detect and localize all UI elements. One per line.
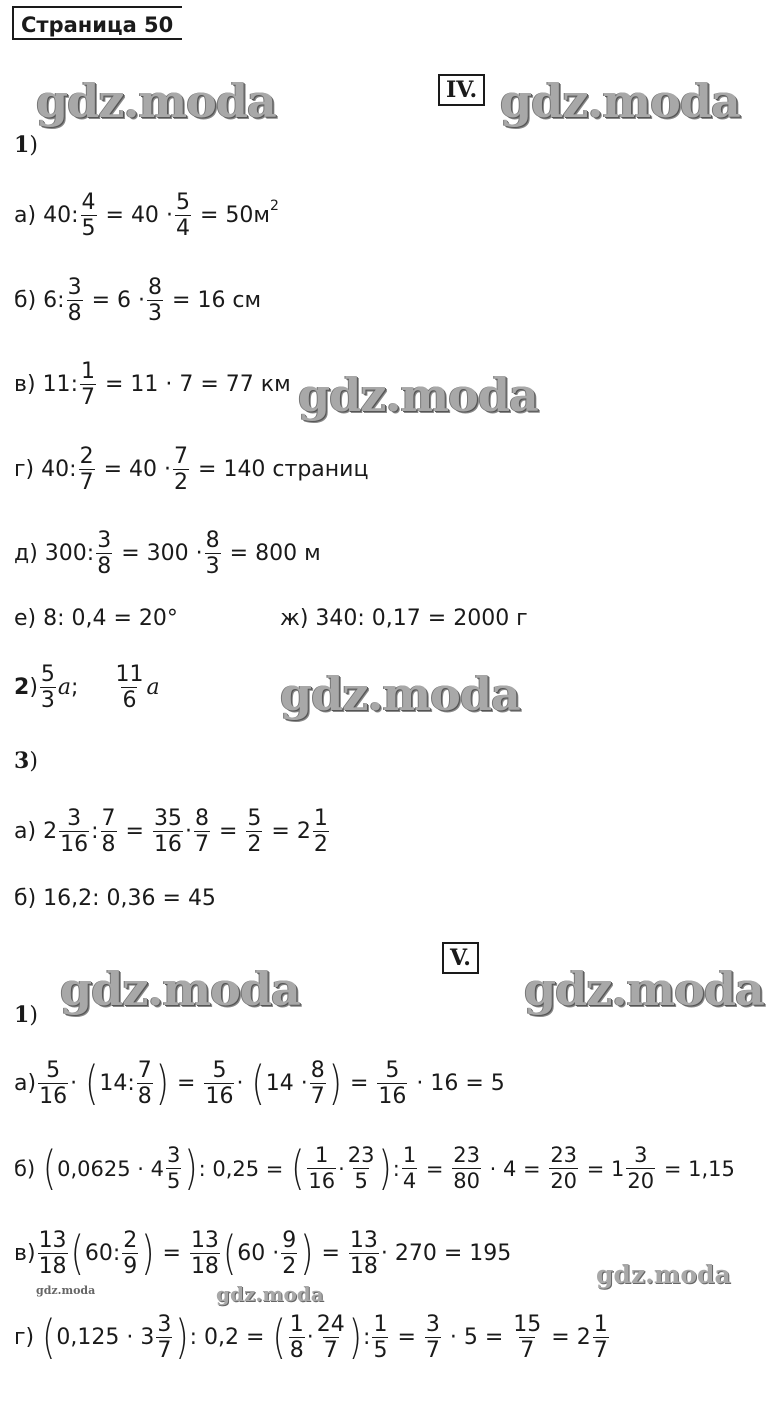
- v-1d-line: [14, 1312, 611, 1363]
- math-token: ·: [164, 457, 172, 482]
- math-token: a: [57, 675, 72, 700]
- fraction: $\frac{8}{3}$: [205, 528, 220, 579]
- fraction: $\frac{7}{8}$: [101, 806, 116, 857]
- iv-3a-line: [14, 806, 331, 857]
- fraction: $\frac{13}{18}$: [190, 1228, 219, 1279]
- math-token: 6: [117, 288, 132, 313]
- task-2-label: [14, 675, 38, 700]
- fraction: $\frac{15}{7}$: [513, 1312, 542, 1363]
- bracket: ): [300, 1226, 314, 1281]
- math-token: 14:: [99, 1071, 135, 1096]
- watermark: gdz.moda: [36, 74, 276, 128]
- fraction: $\frac{5}{16}$: [378, 1058, 407, 1109]
- watermark: gdz.moda: [280, 667, 520, 721]
- math-token: а): [14, 203, 37, 228]
- fraction: $\frac{13}{18}$: [349, 1228, 378, 1279]
- fraction: $\frac{3}{5}$: [166, 1143, 181, 1193]
- fraction: $\frac{3}{7}$: [425, 1312, 440, 1363]
- math-token: =: [271, 819, 290, 844]
- fraction: $\frac{8}{7}$: [310, 1058, 325, 1109]
- fraction: $\frac{3}{20}$: [627, 1143, 655, 1193]
- v-1b-line: [14, 1143, 735, 1194]
- math-token: 2: [14, 675, 30, 700]
- math-token: 60:: [84, 1241, 121, 1266]
- section-v-label: V.: [442, 942, 479, 974]
- math-token: ·: [184, 819, 192, 844]
- math-token: 300: [44, 541, 87, 566]
- math-token: ): [29, 133, 38, 158]
- page-label: Страница 50: [12, 6, 182, 40]
- math-token: 40: [43, 203, 72, 228]
- math-token: 6: [43, 288, 58, 313]
- iv-3b-line: б) 16,2: 0,36 = 45: [14, 886, 216, 911]
- math-token: ·: [195, 541, 203, 566]
- bracket: (: [85, 1056, 99, 1111]
- math-token: 1: [611, 1156, 625, 1181]
- task-1b-label: [14, 1002, 38, 1028]
- fraction: $\frac{5}{4}$: [175, 190, 190, 241]
- fraction: $\frac{35}{16}$: [153, 806, 182, 857]
- watermark: gdz.moda: [596, 1260, 731, 1289]
- fraction: $\frac{5}{3}$: [40, 662, 55, 713]
- fraction: $\frac{24}{7}$: [316, 1312, 345, 1363]
- math-token: 60 ·: [237, 1241, 280, 1266]
- math-token: :: [363, 1325, 371, 1350]
- math-token: :: [57, 288, 65, 313]
- watermark: gdz.moda: [216, 1282, 324, 1306]
- math-token: в): [14, 372, 36, 397]
- math-token: =: [105, 203, 124, 228]
- math-token: =: [125, 819, 144, 844]
- math-token: ): [29, 749, 38, 774]
- iv-1b-line: [14, 275, 261, 326]
- bracket: (: [222, 1226, 237, 1281]
- iv-1c-line: [14, 359, 291, 410]
- math-token: 2: [296, 819, 311, 844]
- watermark: gdz.moda: [500, 74, 740, 128]
- math-token: =: [103, 457, 123, 482]
- bracket: (: [42, 1141, 57, 1196]
- fraction: $\frac{23}{80}$: [453, 1143, 480, 1193]
- fraction: $\frac{8}{7}$: [194, 806, 209, 857]
- math-token: б): [14, 1156, 36, 1181]
- math-token: 40: [129, 457, 158, 482]
- math-token: 40: [130, 203, 159, 228]
- fraction: $\frac{8}{3}$: [148, 275, 163, 326]
- math-token: · 5 =: [449, 1325, 504, 1350]
- math-token: ): [29, 1003, 38, 1028]
- fraction: $\frac{3}{8}$: [67, 275, 82, 326]
- fraction: $\frac{9}{2}$: [282, 1228, 297, 1279]
- fraction: $\frac{23}{20}$: [550, 1143, 578, 1193]
- fraction: $\frac{7}{8}$: [137, 1058, 152, 1109]
- task-1-label: [14, 132, 38, 158]
- fraction: $\frac{4}{5}$: [81, 190, 96, 241]
- math-token: =: [586, 1156, 605, 1181]
- math-token: ): [29, 675, 38, 700]
- bracket: (: [251, 1056, 265, 1111]
- fraction: $\frac{1}{2}$: [313, 806, 328, 857]
- math-token: =: [321, 1241, 340, 1266]
- watermark: gdz.moda: [298, 368, 538, 422]
- math-token: 2: [43, 819, 58, 844]
- fraction: $\frac{7}{2}$: [174, 444, 189, 495]
- math-token: :: [91, 819, 99, 844]
- math-token: 1: [14, 132, 30, 158]
- math-token: =: [177, 1071, 196, 1096]
- math-token: а): [14, 819, 37, 844]
- watermark: gdz.moda: [60, 962, 300, 1016]
- math-token: в): [14, 1241, 36, 1266]
- v-1c-line: [14, 1228, 511, 1279]
- bracket: ): [184, 1141, 198, 1196]
- iv-1d-line: [14, 444, 368, 495]
- fraction: $\frac{3}{16}$: [60, 806, 89, 857]
- iv-1a-line: [14, 190, 279, 241]
- bracket: ): [328, 1056, 342, 1111]
- math-token: · 16 = 5: [416, 1071, 505, 1096]
- math-token: =: [91, 288, 111, 313]
- fraction: $\frac{1}{8}$: [289, 1312, 304, 1363]
- fraction: $\frac{1}{7}$: [593, 1312, 608, 1363]
- iv-2-line: [14, 662, 160, 713]
- math-token: 0,125 · 3: [56, 1325, 155, 1350]
- math-token: :: [70, 372, 78, 397]
- fraction: $\frac{5}{2}$: [247, 806, 262, 857]
- fraction: $\frac{2}{9}$: [123, 1228, 138, 1279]
- fraction: $\frac{1}{4}$: [402, 1143, 417, 1193]
- math-token: · 4 =: [489, 1156, 541, 1181]
- fraction: $\frac{5}{16}$: [39, 1058, 68, 1109]
- math-token: б): [14, 288, 37, 313]
- math-token: =: [397, 1325, 416, 1350]
- watermark: gdz.moda: [524, 962, 764, 1016]
- math-token: = 1,15: [663, 1156, 735, 1181]
- math-token: =: [218, 819, 238, 844]
- math-token: 40: [41, 457, 70, 482]
- math-token: =: [162, 1241, 181, 1266]
- math-token: г): [14, 1325, 35, 1350]
- task-3-label: [14, 748, 38, 774]
- bracket: ): [155, 1056, 170, 1111]
- watermark: gdz.moda: [36, 1284, 96, 1297]
- bracket: (: [70, 1226, 84, 1281]
- math-token: ·: [306, 1325, 314, 1350]
- math-token: = 140 страниц: [198, 457, 369, 482]
- fraction: $\frac{5}{16}$: [205, 1058, 234, 1109]
- fraction: $\frac{1}{16}$: [308, 1143, 336, 1193]
- fraction: $\frac{3}{7}$: [157, 1312, 172, 1363]
- fraction: $\frac{3}{8}$: [97, 528, 112, 579]
- math-token: 2: [576, 1325, 591, 1350]
- math-token: :: [71, 203, 79, 228]
- bracket: (: [291, 1141, 305, 1196]
- bracket: ): [378, 1141, 392, 1196]
- math-token: =: [551, 1325, 570, 1350]
- math-token: =: [349, 1071, 369, 1096]
- bracket: ): [175, 1310, 189, 1365]
- bracket: ): [348, 1310, 363, 1365]
- math-token: : 0,2 =: [189, 1325, 265, 1350]
- math-token: д): [14, 541, 38, 566]
- math-token: · 270 = 195: [380, 1241, 512, 1266]
- bracket: (: [272, 1310, 286, 1365]
- section-iv-label: IV.: [438, 74, 485, 106]
- math-token: ·: [236, 1071, 244, 1096]
- iv-1e2-line: е) 8: 0,4 = 20°: [14, 606, 178, 631]
- math-token: ;: [71, 675, 79, 700]
- math-token: = 16 см: [172, 288, 262, 313]
- math-token: 2: [269, 197, 279, 214]
- math-token: = 50м: [199, 203, 270, 228]
- math-token: ·: [70, 1071, 78, 1096]
- iv-1e-line: [14, 528, 321, 579]
- math-token: 0,0625 · 4: [57, 1156, 164, 1181]
- iv-1g-line: ж) 340: 0,17 = 2000 г: [280, 606, 528, 631]
- fraction: $\frac{11}{6}$: [115, 662, 144, 713]
- math-token: 300: [146, 541, 189, 566]
- math-token: : 0,25 =: [198, 1156, 284, 1181]
- math-token: г): [14, 457, 35, 482]
- math-token: :: [86, 541, 95, 566]
- bracket: (: [42, 1310, 56, 1365]
- math-token: 1: [14, 1002, 30, 1028]
- math-token: a: [146, 675, 160, 700]
- fraction: $\frac{23}{5}$: [347, 1143, 375, 1193]
- math-token: ·: [338, 1156, 345, 1181]
- fraction: $\frac{1}{7}$: [80, 359, 95, 410]
- bracket: ): [141, 1226, 155, 1281]
- math-token: 14 ·: [265, 1071, 308, 1096]
- math-token: = 11 · 7 = 77 км: [104, 372, 291, 397]
- fraction: $\frac{2}{7}$: [79, 444, 94, 495]
- math-token: 3: [14, 748, 30, 774]
- math-token: а): [14, 1071, 37, 1096]
- math-token: = 800 м: [229, 541, 321, 566]
- math-token: ·: [138, 288, 146, 313]
- math-token: =: [425, 1156, 444, 1181]
- math-token: :: [69, 457, 77, 482]
- math-token: ·: [165, 203, 173, 228]
- fraction: $\frac{13}{18}$: [38, 1228, 67, 1279]
- math-token: :: [392, 1156, 400, 1181]
- math-token: =: [121, 541, 140, 566]
- fraction: $\frac{1}{5}$: [373, 1312, 388, 1363]
- math-token: 11: [42, 372, 71, 397]
- v-1a-line: [14, 1058, 505, 1109]
